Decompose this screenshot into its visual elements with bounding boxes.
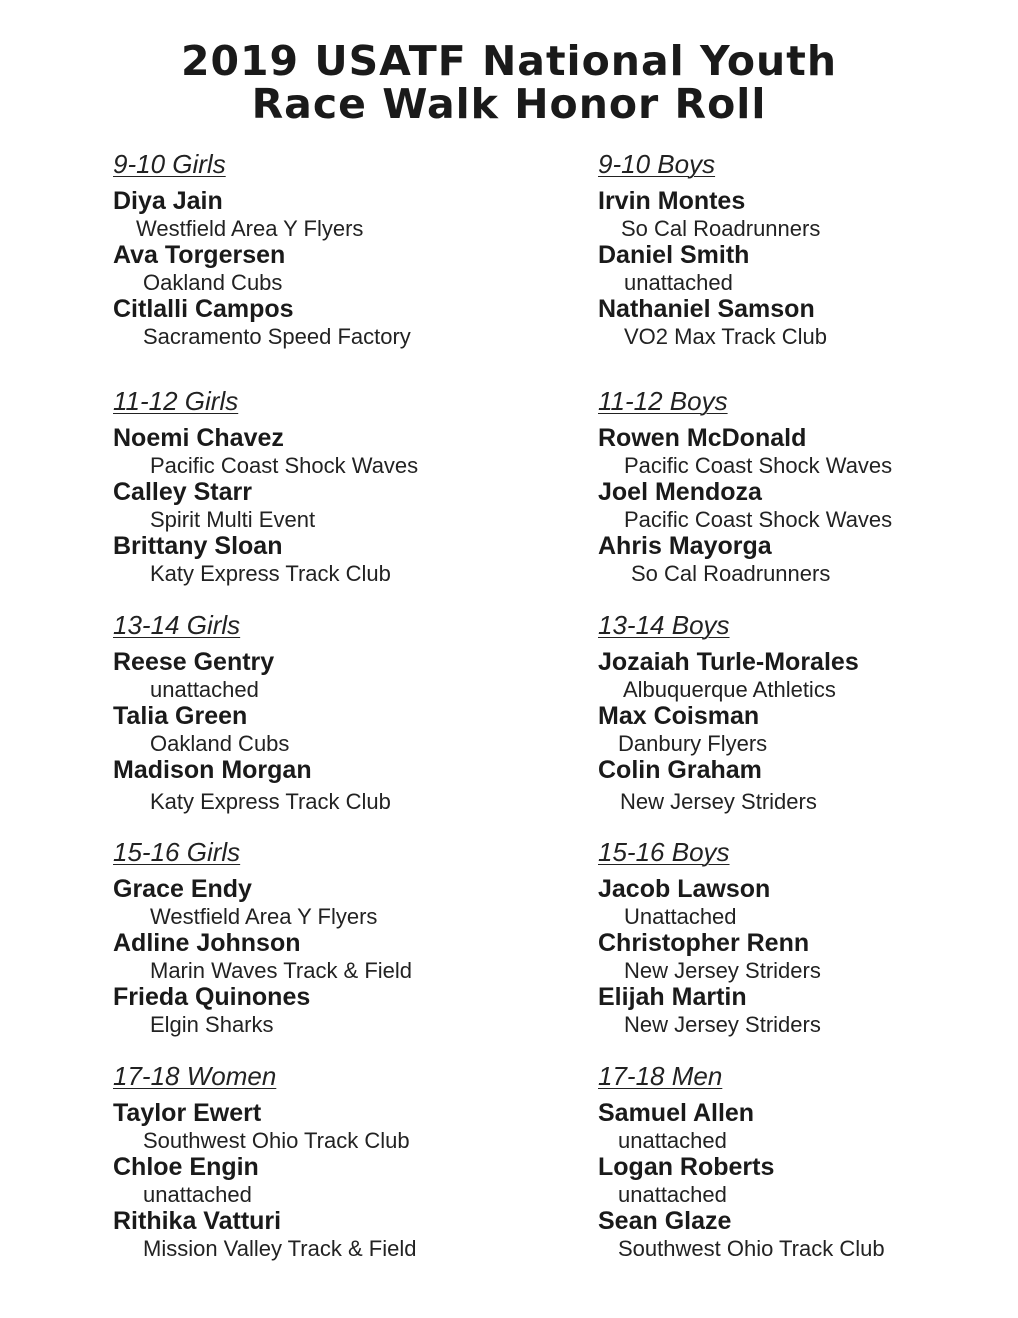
athlete-club: Spirit Multi Event	[150, 507, 316, 532]
athlete-club: Marin Waves Track & Field	[150, 958, 413, 983]
athlete-club: Albuquerque Athletics	[623, 677, 836, 702]
athlete-club: Southwest Ohio Track Club	[618, 1236, 885, 1261]
athlete-club: Oakland Cubs	[150, 731, 290, 756]
athlete-club: New Jersey Striders	[620, 789, 817, 814]
athlete-name: Taylor Ewert	[113, 1099, 262, 1127]
section-heading: 13-14 Girls	[113, 610, 241, 640]
athlete-name: Reese Gentry	[113, 648, 275, 676]
athlete-name: Brittany Sloan	[113, 532, 283, 560]
athlete-name: Nathaniel Samson	[598, 295, 815, 323]
section-heading: 17-18 Men	[598, 1061, 723, 1091]
athlete-name: Talia Green	[113, 702, 248, 730]
athlete-name: Ahris Mayorga	[598, 532, 772, 560]
athlete-club: unattached	[150, 677, 259, 702]
athlete-name: Christopher Renn	[598, 929, 810, 957]
section-heading: 11-12 Girls	[113, 386, 239, 416]
athlete-name: Elijah Martin	[598, 983, 747, 1011]
athlete-name: Adline Johnson	[113, 929, 301, 957]
athlete-club: Westfield Area Y Flyers	[136, 216, 364, 241]
athlete-club: Katy Express Track Club	[150, 561, 391, 586]
athlete-name: Logan Roberts	[598, 1153, 775, 1181]
athlete-name: Jacob Lawson	[598, 875, 771, 903]
athlete-name: Chloe Engin	[113, 1153, 259, 1181]
athlete-name: Ava Torgersen	[113, 241, 286, 269]
athlete-club: Unattached	[624, 904, 737, 929]
athlete-club: unattached	[618, 1128, 727, 1153]
athlete-club: Danbury Flyers	[618, 731, 768, 756]
athlete-name: Irvin Montes	[598, 187, 746, 215]
athlete-name: Noemi Chavez	[113, 424, 284, 452]
athlete-club: New Jersey Striders	[624, 1012, 821, 1037]
section-heading: 9-10 Girls	[113, 149, 226, 179]
athlete-name: Max Coisman	[598, 702, 760, 730]
section-heading: 17-18 Women	[113, 1061, 277, 1091]
athlete-club: Westfield Area Y Flyers	[150, 904, 378, 929]
athlete-club: Elgin Sharks	[150, 1012, 274, 1037]
athlete-club: VO2 Max Track Club	[624, 324, 827, 349]
title-line-2: Race Walk Honor Roll	[251, 80, 767, 128]
athlete-club: Katy Express Track Club	[150, 789, 391, 814]
athlete-name: Colin Graham	[598, 756, 762, 784]
athlete-name: Diya Jain	[113, 187, 223, 215]
section-heading: 15-16 Girls	[113, 837, 241, 867]
athlete-club: unattached	[624, 270, 733, 295]
athlete-club: New Jersey Striders	[624, 958, 821, 983]
page-title	[0, 37, 1018, 128]
athlete-club: Oakland Cubs	[143, 270, 283, 295]
athlete-name: Madison Morgan	[113, 756, 312, 784]
athlete-club: So Cal Roadrunners	[621, 216, 821, 241]
section-heading: 13-14 Boys	[598, 610, 730, 640]
section-heading: 15-16 Boys	[598, 837, 730, 867]
athlete-club: Pacific Coast Shock Waves	[624, 507, 893, 532]
athlete-name: Daniel Smith	[598, 241, 750, 269]
athlete-name: Citlalli Campos	[113, 295, 294, 323]
athlete-name: Joel Mendoza	[598, 478, 762, 506]
athlete-name: Frieda Quinones	[113, 983, 311, 1011]
athlete-name: Samuel Allen	[598, 1099, 755, 1127]
athlete-club: unattached	[618, 1182, 727, 1207]
section-heading: 11-12 Boys	[598, 386, 728, 416]
athlete-club: Pacific Coast Shock Waves	[150, 453, 419, 478]
athlete-club: Sacramento Speed Factory	[143, 324, 411, 349]
athlete-club: Mission Valley Track & Field	[143, 1236, 417, 1261]
athlete-name: Grace Endy	[113, 875, 252, 903]
athlete-club: So Cal Roadrunners	[631, 561, 831, 586]
athlete-club: Southwest Ohio Track Club	[143, 1128, 410, 1153]
athlete-name: Calley Starr	[113, 478, 252, 506]
athlete-club: Pacific Coast Shock Waves	[624, 453, 893, 478]
athlete-name: Rowen McDonald	[598, 424, 807, 452]
athlete-name: Rithika Vatturi	[113, 1207, 282, 1235]
athlete-club: unattached	[143, 1182, 252, 1207]
section-heading: 9-10 Boys	[598, 149, 716, 179]
athlete-name: Sean Glaze	[598, 1207, 732, 1235]
title-line-1: 2019 USATF National Youth	[180, 37, 838, 85]
athlete-name: Jozaiah Turle-Morales	[598, 648, 859, 676]
